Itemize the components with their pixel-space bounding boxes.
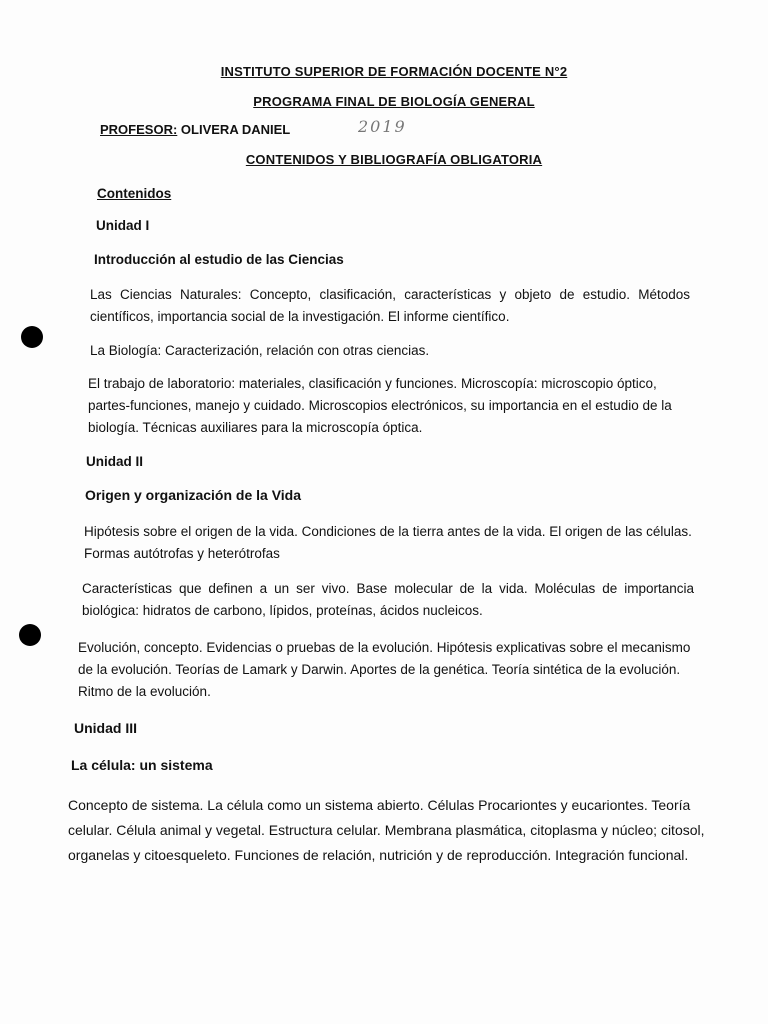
unit-title: Origen y organización de la Vida — [85, 487, 302, 503]
unit-label: Unidad III — [74, 720, 137, 736]
professor-label: PROFESOR: — [100, 122, 178, 137]
unit-paragraph: Las Ciencias Naturales: Concepto, clasificación, características y objeto de estudio. Métodos científicos, importancia social de la investigación. El informe científico. — [90, 287, 690, 324]
unit-title: Introducción al estudio de las Ciencias — [94, 252, 344, 267]
handwritten-year: 2019 — [358, 117, 407, 136]
contents-bibliography-title: CONTENIDOS Y BIBLIOGRAFÍA OBLIGATORIA — [245, 152, 543, 167]
unit-paragraph: Características que definen a un ser vivo. Base molecular de la vida. Moléculas de importancia biológica: hidratos de carbono, lípidos, proteínas, ácidos nucleicos. — [82, 581, 694, 618]
contents-heading: Contenidos — [97, 186, 172, 201]
unit-paragraph: Concepto de sistema. La célula como un sistema abierto. Células Procariontes y eucariontes. Teoría celular. Célula animal y vegetal. Estructura celular. Membrana plasmática, citoplasma y núcleo; citosol, organelas y citoesqueleto. Funciones de relación, nutrición y de reproducción. Integración funcional. — [68, 797, 705, 863]
unit-paragraph: Hipótesis sobre el origen de la vida. Condiciones de la tierra antes de la vida. El origen de las células. Formas autótrofas y heterótrofas — [84, 524, 692, 561]
institute-title: INSTITUTO SUPERIOR DE FORMACIÓN DOCENTE N°2 — [220, 64, 568, 79]
unit-title: La célula: un sistema — [71, 757, 213, 773]
unit-paragraph: El trabajo de laboratorio: materiales, clasificación y funciones. Microscopía: microscopio óptico, partes-funciones, manejo y cuidado. Microscopios electrónicos, su importancia en el estudio de la biología. Técnicas auxiliares para la microscopía óptica. — [88, 376, 672, 435]
unit-label: Unidad II — [86, 454, 143, 469]
professor-name: OLIVERA DANIEL — [180, 122, 291, 137]
unit-label: Unidad I — [96, 218, 150, 233]
punch-hole — [21, 326, 43, 348]
program-title: PROGRAMA FINAL DE BIOLOGÍA GENERAL — [253, 94, 535, 109]
professor-line — [100, 122, 290, 137]
unit-paragraph: La Biología: Caracterización, relación con otras ciencias. — [90, 343, 430, 358]
punch-hole — [19, 624, 41, 646]
unit-paragraph: Evolución, concepto. Evidencias o pruebas de la evolución. Hipótesis explicativas sobre el mecanismo de la evolución. Teorías de Lamark y Darwin. Aportes de la genética. Teoría sintética de la evolución. Ritmo de la evolución. — [78, 640, 691, 699]
